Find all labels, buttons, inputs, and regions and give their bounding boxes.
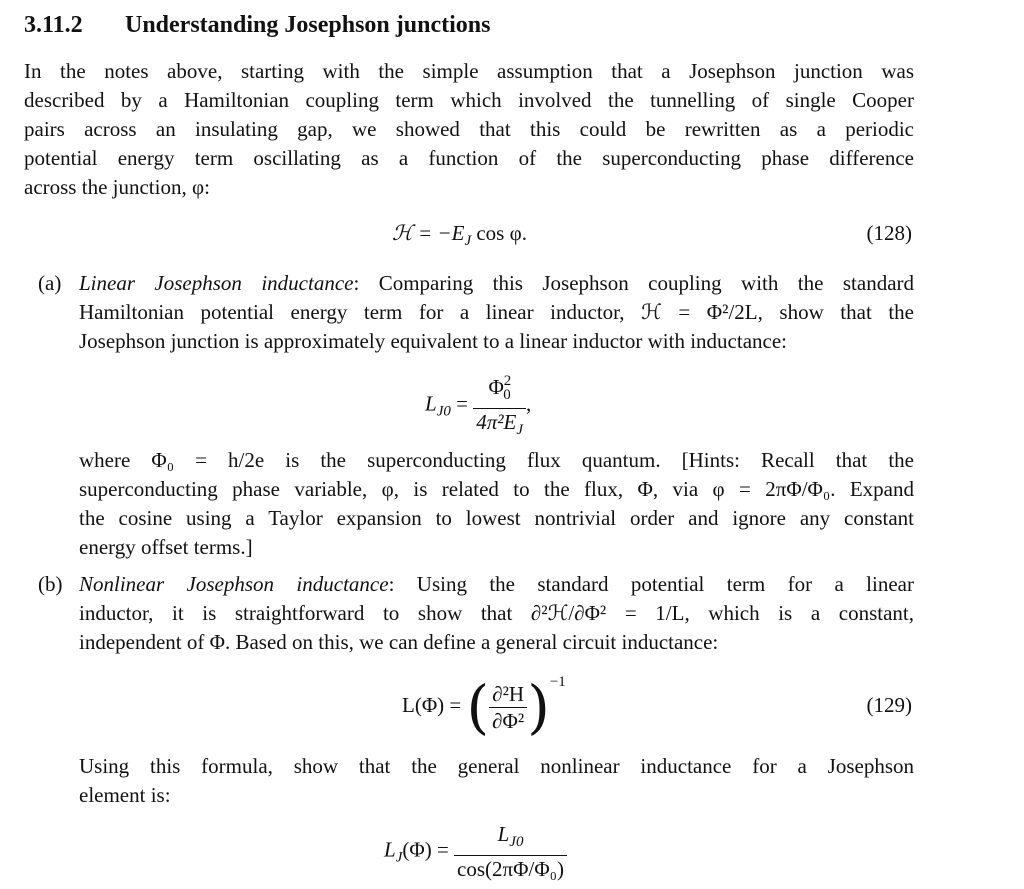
lj0-equals: = [456,391,474,416]
part-a-line [79,269,914,298]
intro-line: across the junction, φ: [24,175,210,199]
part-a-paragraph [79,269,914,356]
part-b-line: inductor, it is straightforward to show that ∂²ℋ/∂Φ² = 1/L, which is a constant, [79,601,914,625]
lj0-lhs-sub: J0 [436,403,451,420]
part-a-after-line: superconducting phase variable, φ, is related to the flux, Φ, via φ = 2πΦ/Φ₀. Expand [79,477,914,501]
equation-128 [392,219,527,256]
equation-129 [402,668,566,742]
eq129-open-paren: ( [466,673,490,742]
lj0-denominator [473,409,526,443]
part-a-line-text: : Comparing this Josephson coupling with the standard [353,271,915,295]
equation-lj [384,821,567,882]
part-b-paragraph [79,570,914,657]
lj-fraction [454,821,567,882]
eq129-close-paren: ) [527,673,550,742]
part-b-label: (b) [38,572,63,596]
intro-line: In the notes above, starting with the simple assumption that a Josephson junction was [24,59,914,83]
part-b-line-text: : Using the standard potential term for a linear [388,572,914,596]
part-a-title: Linear Josephson inductance [79,271,354,295]
eq129-denominator: ∂Φ² [492,708,525,733]
part-a-line: Josephson junction is approximately equivalent to a linear inductor with inductance: [79,329,787,353]
lj-num-sub: J0 [509,834,524,850]
intro-line: described by a Hamiltonian coupling term which involved the tunnelling of single Cooper [24,88,914,112]
eq128-tail: cos φ. [471,221,527,245]
intro-paragraph [24,57,914,202]
part-a-after-line: where Φ₀ = h/2e is the superconducting flux quantum. [Hints: Recall that the [79,448,914,472]
lj-lhs-tail: (Φ) = [402,837,449,862]
eq128-main: ℋ = −E [392,221,465,245]
eq129-fraction [489,681,527,734]
lj0-num-text: Φ [488,375,504,399]
part-b-title: Nonlinear Josephson inductance [79,572,389,596]
lj-lhs-sub: J [395,849,403,866]
part-b-after [79,752,914,810]
lj-numerator [454,821,567,856]
part-a-after [79,446,914,562]
lj0-num-sub: 0 [503,387,511,403]
intro-line: potential energy term oscillating as a function of the superconducting phase difference [24,146,914,170]
section-title: Understanding Josephson junctions [125,12,491,38]
eq128-sub: J [464,233,472,249]
lj-denominator: cos(2πΦ/Φ₀) [457,857,564,881]
eq129-lhs: L(Φ) = [402,693,462,717]
lj0-numerator [473,368,526,409]
lj0-lhs: L [425,391,437,416]
lj0-den-text: 4π²E [476,410,517,434]
equation-number-128: (128) [866,221,912,245]
part-a-after-line: the cosine using a Taylor expansion to lowest nontrivial order and ignore any constant [79,506,914,530]
part-b-line [79,570,914,599]
equation-lj0 [425,368,531,443]
lj0-den-sub: J [516,422,524,438]
lj0-num-exp: 2 [503,373,512,389]
lj-lhs: L [384,837,396,862]
eq129-numerator: ∂²H [489,681,527,708]
part-b-after-line: element is: [79,783,171,807]
part-b-line: independent of Φ. Based on this, we can define a general circuit inductance: [79,630,719,654]
part-a-label: (a) [38,271,62,295]
part-b-after-line: Using this formula, show that the general nonlinear inductance for a Josephson [79,754,914,778]
section-heading [24,9,490,41]
lj-num-text: L [497,822,510,846]
part-a-line: Hamiltonian potential energy term for a linear inductor, ℋ = Φ²/2L, show that the [79,300,914,324]
intro-line: pairs across an insulating gap, we showed that this could be rewritten as a periodic [24,117,914,141]
eq129-exponent: −1 [549,674,566,690]
equation-number-129: (129) [866,693,912,717]
section-number: 3.11.2 [24,12,83,38]
part-a-after-line: energy offset terms.] [79,535,253,559]
lj0-comma: , [526,391,532,416]
lj0-fraction [473,368,526,443]
